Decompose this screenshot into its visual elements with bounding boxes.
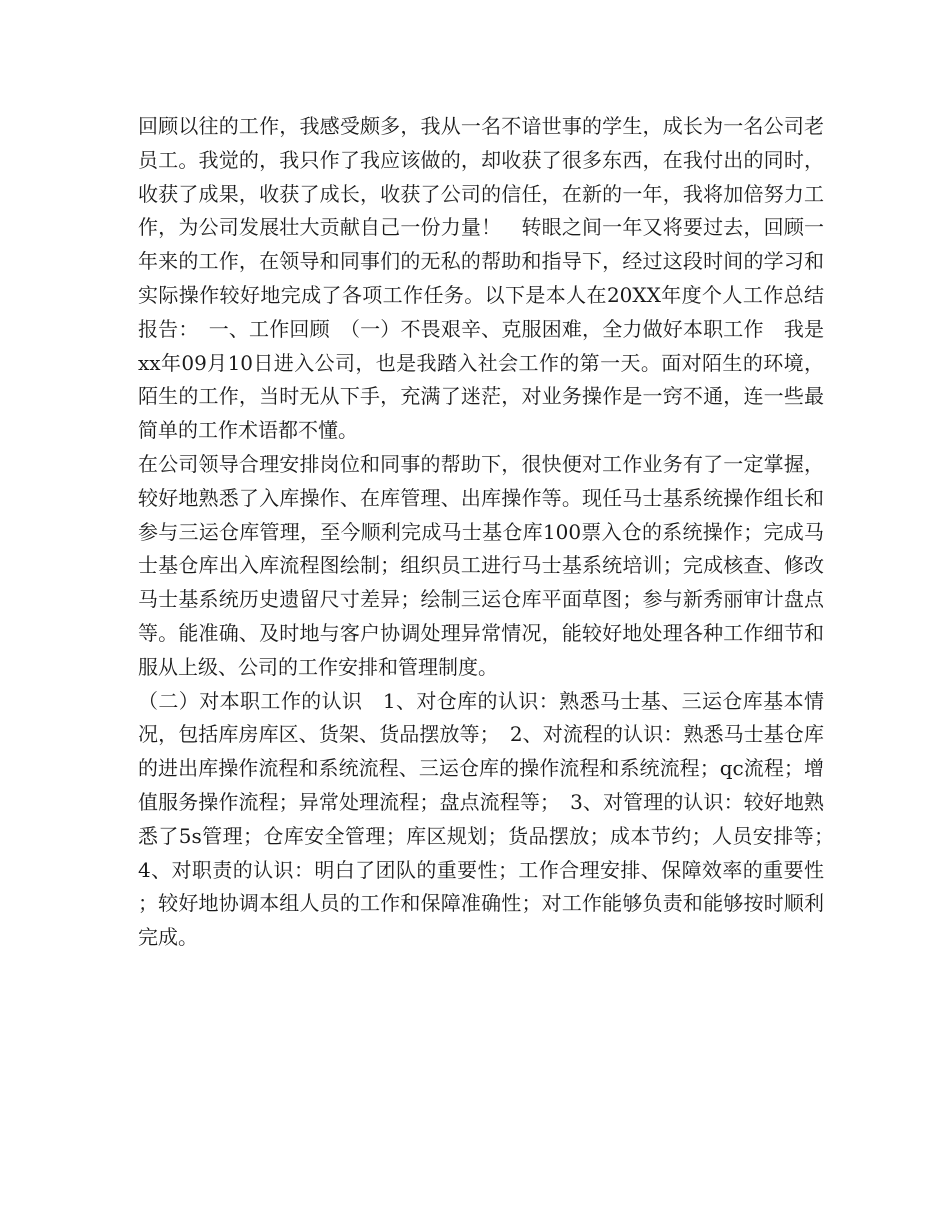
paragraph-work-review: 回顾以往的工作，我感受颇多，我从一名不谙世事的学生，成长为一名公司老员工。我觉的，我只作了我应该做的，却收获了很多东西，在我付出的同时，收获了成果，收获了成长，收获了公司的信任，在新的一年，我将加倍努力工作，为公司发展壮大贡献自己一份力量！ 转眼之间一年又将要过去，回顾一年来的工作，在领导和同事们的无私的帮助和指导下，经过这段时间的学习和实际操作较好地完成了各项工作任务。以下是本人在20XX年度个人工作总结报告： 一、工作回顾 （一）不畏艰辛、克服困难，全力做好本职工作 我是xx年09月10日进入公司，也是我踏入社会工作的第一天。面对陌生的环境，陌生的工作，当时无从下手，充满了迷茫，对业务操作是一窍不通，连一些最简单的工作术语都不懂。 xyxy=(138,114,824,443)
document-page xyxy=(138,110,844,955)
paragraph-job-understanding: （二）对本职工作的认识 1、对仓库的认识：熟悉马士基、三运仓库基本情况，包括库房库区、货架、货品摆放等； 2、对流程的认识：熟悉马士基仓库的进出库操作流程和系统流程、三运仓库的操作流程和系统流程；qc流程；增值服务操作流程；异常处理流程；盘点流程等； 3、对管理的认识：较好地熟悉了5s管理；仓库安全管理；库区规划；货品摆放；成本节约；人员安排等； 4、对职责的认识：明白了团队的重要性；工作合理安排、保障效率的重要性；较好地协调本组人员的工作和保障准确性；对工作能够负责和能够按时顺利完成。 xyxy=(138,688,844,950)
paragraph-job-progress: 在公司领导合理安排岗位和同事的帮助下，很快便对工作业务有了一定掌握，较好地熟悉了入库操作、在库管理、出库操作等。现任马士基系统操作组长和参与三运仓库管理，至今顺利完成马士基仓库100票入仓的系统操作；完成马士基仓库出入库流程图绘制；组织员工进行马士基系统培训；完成核查、修改马士基系统历史遗留尺寸差异；绘制三运仓库平面草图；参与新秀丽审计盘点等。能准确、及时地与客户协调处理异常情况，能较好地处理各种工作细节和服从上级、公司的工作安排和管理制度。 xyxy=(138,451,824,679)
